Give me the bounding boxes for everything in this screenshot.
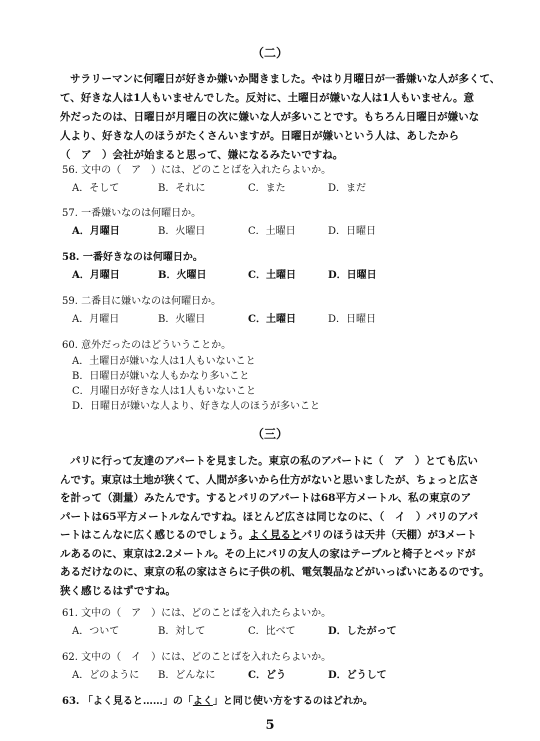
section-3-passage <box>60 452 505 600</box>
option-row <box>62 223 502 240</box>
passage-line: て、好きな人は1人もいませんでした。反対に、土曜日が嫌いな人は1人もいません。意 <box>60 92 475 104</box>
question-62 <box>62 649 502 684</box>
passage-line: パートは65平方メートルなんですね。ほとんど広さは同じなのに、（ イ ）パリのアパ <box>60 510 479 523</box>
option-b[interactable]: B．対して <box>158 626 206 637</box>
question-stem: 59. 二番目に嫌いなのは何曜日か。 <box>62 296 222 307</box>
option-row <box>62 267 502 284</box>
passage-line: 人より、好きな人のほうがたくさんいますが。日曜日が嫌いという人は、あしたから <box>60 130 459 142</box>
option-a[interactable]: A．土曜日が嫌いな人は1人もいないこと <box>72 356 256 367</box>
question-stem: 61. 文中の（ ア ）には、どのことばを入れたらよいか。 <box>62 608 332 619</box>
underlined-phrase: よく見ると <box>249 529 302 541</box>
option-d[interactable]: D．したがって <box>328 626 397 637</box>
question-60 <box>62 337 502 414</box>
question-61 <box>62 605 502 640</box>
question-stem: 62. 文中の（ イ ）には、どのことばを入れたらよいか。 <box>62 652 332 663</box>
page-number: 5 <box>265 718 275 733</box>
question-stem: 56. 文中の（ ア ）には、どのことばを入れたらよいか。 <box>62 165 332 176</box>
question-56 <box>62 162 502 197</box>
option-c[interactable]: C．土曜日 <box>248 226 296 237</box>
option-d[interactable]: D．日曜日 <box>328 226 377 237</box>
option-row <box>62 623 502 640</box>
option-d[interactable]: D．まだ <box>328 183 367 194</box>
question-stem: 60. 意外だったのはどういうことか。 <box>62 340 232 351</box>
option-b[interactable]: B．日曜日が嫌いな人もかなり多いこと <box>72 371 250 382</box>
option-b[interactable]: B．火曜日 <box>158 270 207 281</box>
option-c[interactable]: C．どう <box>248 670 286 681</box>
option-d[interactable]: D．日曜日 <box>328 314 377 325</box>
passage-line: サラリーマンに何曜日が好きか嫌いか聞きました。やはり月曜日が一番嫌いな人が多くて、 <box>70 73 501 85</box>
option-d[interactable]: D．どうして <box>328 670 387 681</box>
passage-line: （ ア ）会社が始まると思って、嫌になるみたいですね。 <box>60 149 344 161</box>
option-row <box>62 667 502 684</box>
passage-line: ートはこんなに広く感じるのでしょう。よく見るとパリのほうは天井（天棚）が3メート <box>60 529 477 541</box>
option-a[interactable]: A．そして <box>72 183 120 194</box>
option-c[interactable]: C．土曜日 <box>248 314 296 325</box>
option-a[interactable]: A．ついて <box>72 626 120 637</box>
option-a[interactable]: A．月曜日 <box>72 314 120 325</box>
passage-line: を計って（測量）みたんです。するとパリのアパートは68平方メートル、私の東京のア <box>60 492 472 504</box>
option-c[interactable]: C．月曜日が好きな人は1人もいないこと <box>72 386 257 397</box>
option-b[interactable]: B．火曜日 <box>158 226 206 237</box>
option-row <box>62 311 502 328</box>
option-b[interactable]: B．火曜日 <box>158 314 206 325</box>
option-a[interactable]: A．月曜日 <box>72 270 120 281</box>
passage-line: 狭く感じるはずですね。 <box>60 584 176 597</box>
section-3-title: （三） <box>251 427 288 441</box>
section-2-title: （二） <box>251 46 288 60</box>
underlined-word: よく <box>192 696 213 707</box>
option-d[interactable]: D．日曜日 <box>328 270 377 281</box>
option-c[interactable]: C．また <box>248 183 286 194</box>
question-59 <box>62 293 502 328</box>
option-c[interactable]: C．比べて <box>248 626 296 637</box>
question-stem: 63. 「よく見ると……」の「よく」と同じ使い方をするのはどれか。 <box>62 696 373 707</box>
question-63 <box>62 693 502 710</box>
option-b[interactable]: B．それに <box>158 183 206 194</box>
question-58 <box>62 249 502 284</box>
option-b[interactable]: B．どんなに <box>158 670 216 681</box>
passage-line: パリに行って友達のアパートを見ました。東京の私のアパートに（ ア ）とても広い <box>70 455 478 467</box>
passage-line: 外だったのは、日曜日が月曜日の次に嫌いな人が多いことです。もちろん日曜日が嫌いな <box>60 111 480 123</box>
question-57 <box>62 205 502 240</box>
question-stem: 57. 一番嫌いなのは何曜日か。 <box>62 208 202 219</box>
option-a[interactable]: A．どのように <box>72 670 140 681</box>
section-2-passage <box>60 70 505 165</box>
option-row <box>62 180 502 197</box>
option-a[interactable]: A．月曜日 <box>72 226 120 237</box>
option-c[interactable]: C．土曜日 <box>248 270 296 281</box>
option-d[interactable]: D．日曜日が嫌いな人より、好きな人のほうが多いこと <box>72 401 321 412</box>
question-stem: 58. 一番好きなのは何曜日か。 <box>62 252 203 263</box>
passage-line: あるだけなのに、東京の私の家はさらに子供の机、電気製品などがいっぱいにあるのです。 <box>60 566 490 578</box>
passage-line: んです。東京は土地が狭くて、人間が多いから仕方がないと思いましたが、ちょっと広さ <box>60 473 479 486</box>
passage-line: ルあるのに、東京は2.2メートル。その上にパリの友人の家はテーブルと椅子とベッドが <box>60 547 476 560</box>
